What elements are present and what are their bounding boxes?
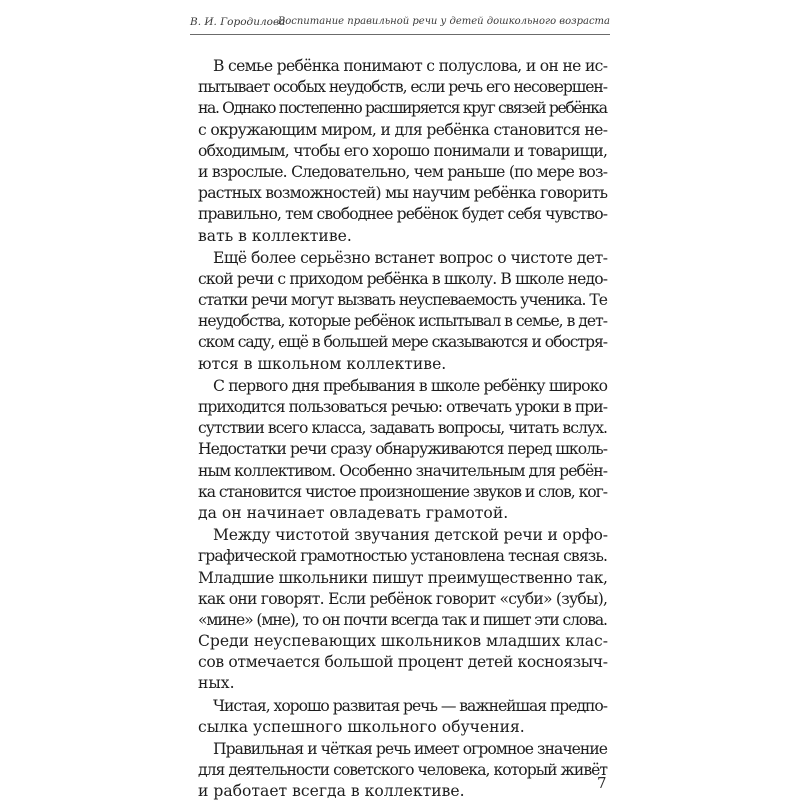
paragraph [198,376,608,524]
text-line: вать в коллективе. [198,226,352,245]
text-line: да он начинает овладевать грамотой. [198,503,509,522]
text-line: сылка успешного школьного обучения. [198,717,525,736]
text-line: как они говорят. Если ребёнок говорит «суби» (зубы), [198,589,608,608]
text-line: Младшие школьники пишут преимущественно так, [198,568,608,587]
paragraph [198,248,608,375]
text-line: «мине» (мне), то он почти всегда так и пишет эти слова. [198,610,607,629]
text-line: неудобства, которые ребёнок испытывал в семье, в дет- [198,312,607,331]
text-line: и работает всегда в коллективе. [198,782,465,800]
text-line: ются в школьном коллективе. [198,354,447,373]
page-number: 7 [597,774,607,792]
text-line: ском саду, ещё в большей мере сказываются и обостря- [198,333,607,352]
text-line: и взрослые. Следовательно, чем раньше (по мере воз- [198,162,608,181]
text-line: Ещё более серьёзно встанет вопрос о чистоте дет- [213,248,608,267]
text-line: ка становится чистое произношение звуков и слов, ког- [198,482,607,501]
text-line: растных возможностей) мы научим ребёнка говорить [198,184,608,203]
text-line: обходимым, чтобы его хорошо понимали и товарищи, [198,141,608,160]
text-line: для деятельности советского человека, который живёт [198,761,608,780]
text-line: графической грамотностью установлена тесная связь. [198,547,608,566]
text-line: Среди неуспевающих школьников младших клас- [198,632,608,651]
text-line: статки речи могут вызвать неуспеваемость ученика. Те [198,291,607,310]
body-text [198,56,608,800]
text-line: с окружающим миром, и для ребёнка становится не- [198,120,608,139]
text-line: В семье ребёнка понимают с полуслова, и он не ис- [213,57,608,75]
running-header [190,14,610,35]
text-line: приходится пользоваться речью: отвечать уроки в при- [198,398,608,416]
text-line: Недостатки речи сразу обнаруживаются перед школь- [198,440,608,459]
header-author: В. И. Городилова [190,16,286,28]
text-line: С первого дня пребывания в школе ребёнку широко [213,376,608,395]
paragraph [198,56,608,247]
text-line: правильно, тем свободнее ребёнок будет себя чувство- [198,205,608,224]
paragraph [198,739,608,800]
text-line: на. Однако постепенно расширяется круг связей ребёнка [198,99,607,118]
text-line: Чистая, хорошо развитая речь — важнейшая предпо- [213,696,607,715]
header-book-title: Воспитание правильной речи у детей дошкольного возраста [277,16,610,27]
text-line: ным коллективом. Особенно значительным для ребён- [198,461,608,480]
paragraph [198,525,608,695]
text-line: ской речи с приходом ребёнка в школу. В школе недо- [198,269,608,288]
text-line: сутствии всего класса, задавать вопросы, читать вслух. [198,419,608,438]
text-line: пытывает особых неудобств, если речь его несовершен- [198,78,607,97]
text-line: сов отмечается большой процент детей косноязыч- [198,653,608,672]
paragraph [198,696,608,738]
text-line: ных. [198,674,235,693]
text-line: Правильная и чёткая речь имеет огромное значение [213,740,608,758]
text-line: Между чистотой звучания детской речи и орфо- [213,526,608,545]
